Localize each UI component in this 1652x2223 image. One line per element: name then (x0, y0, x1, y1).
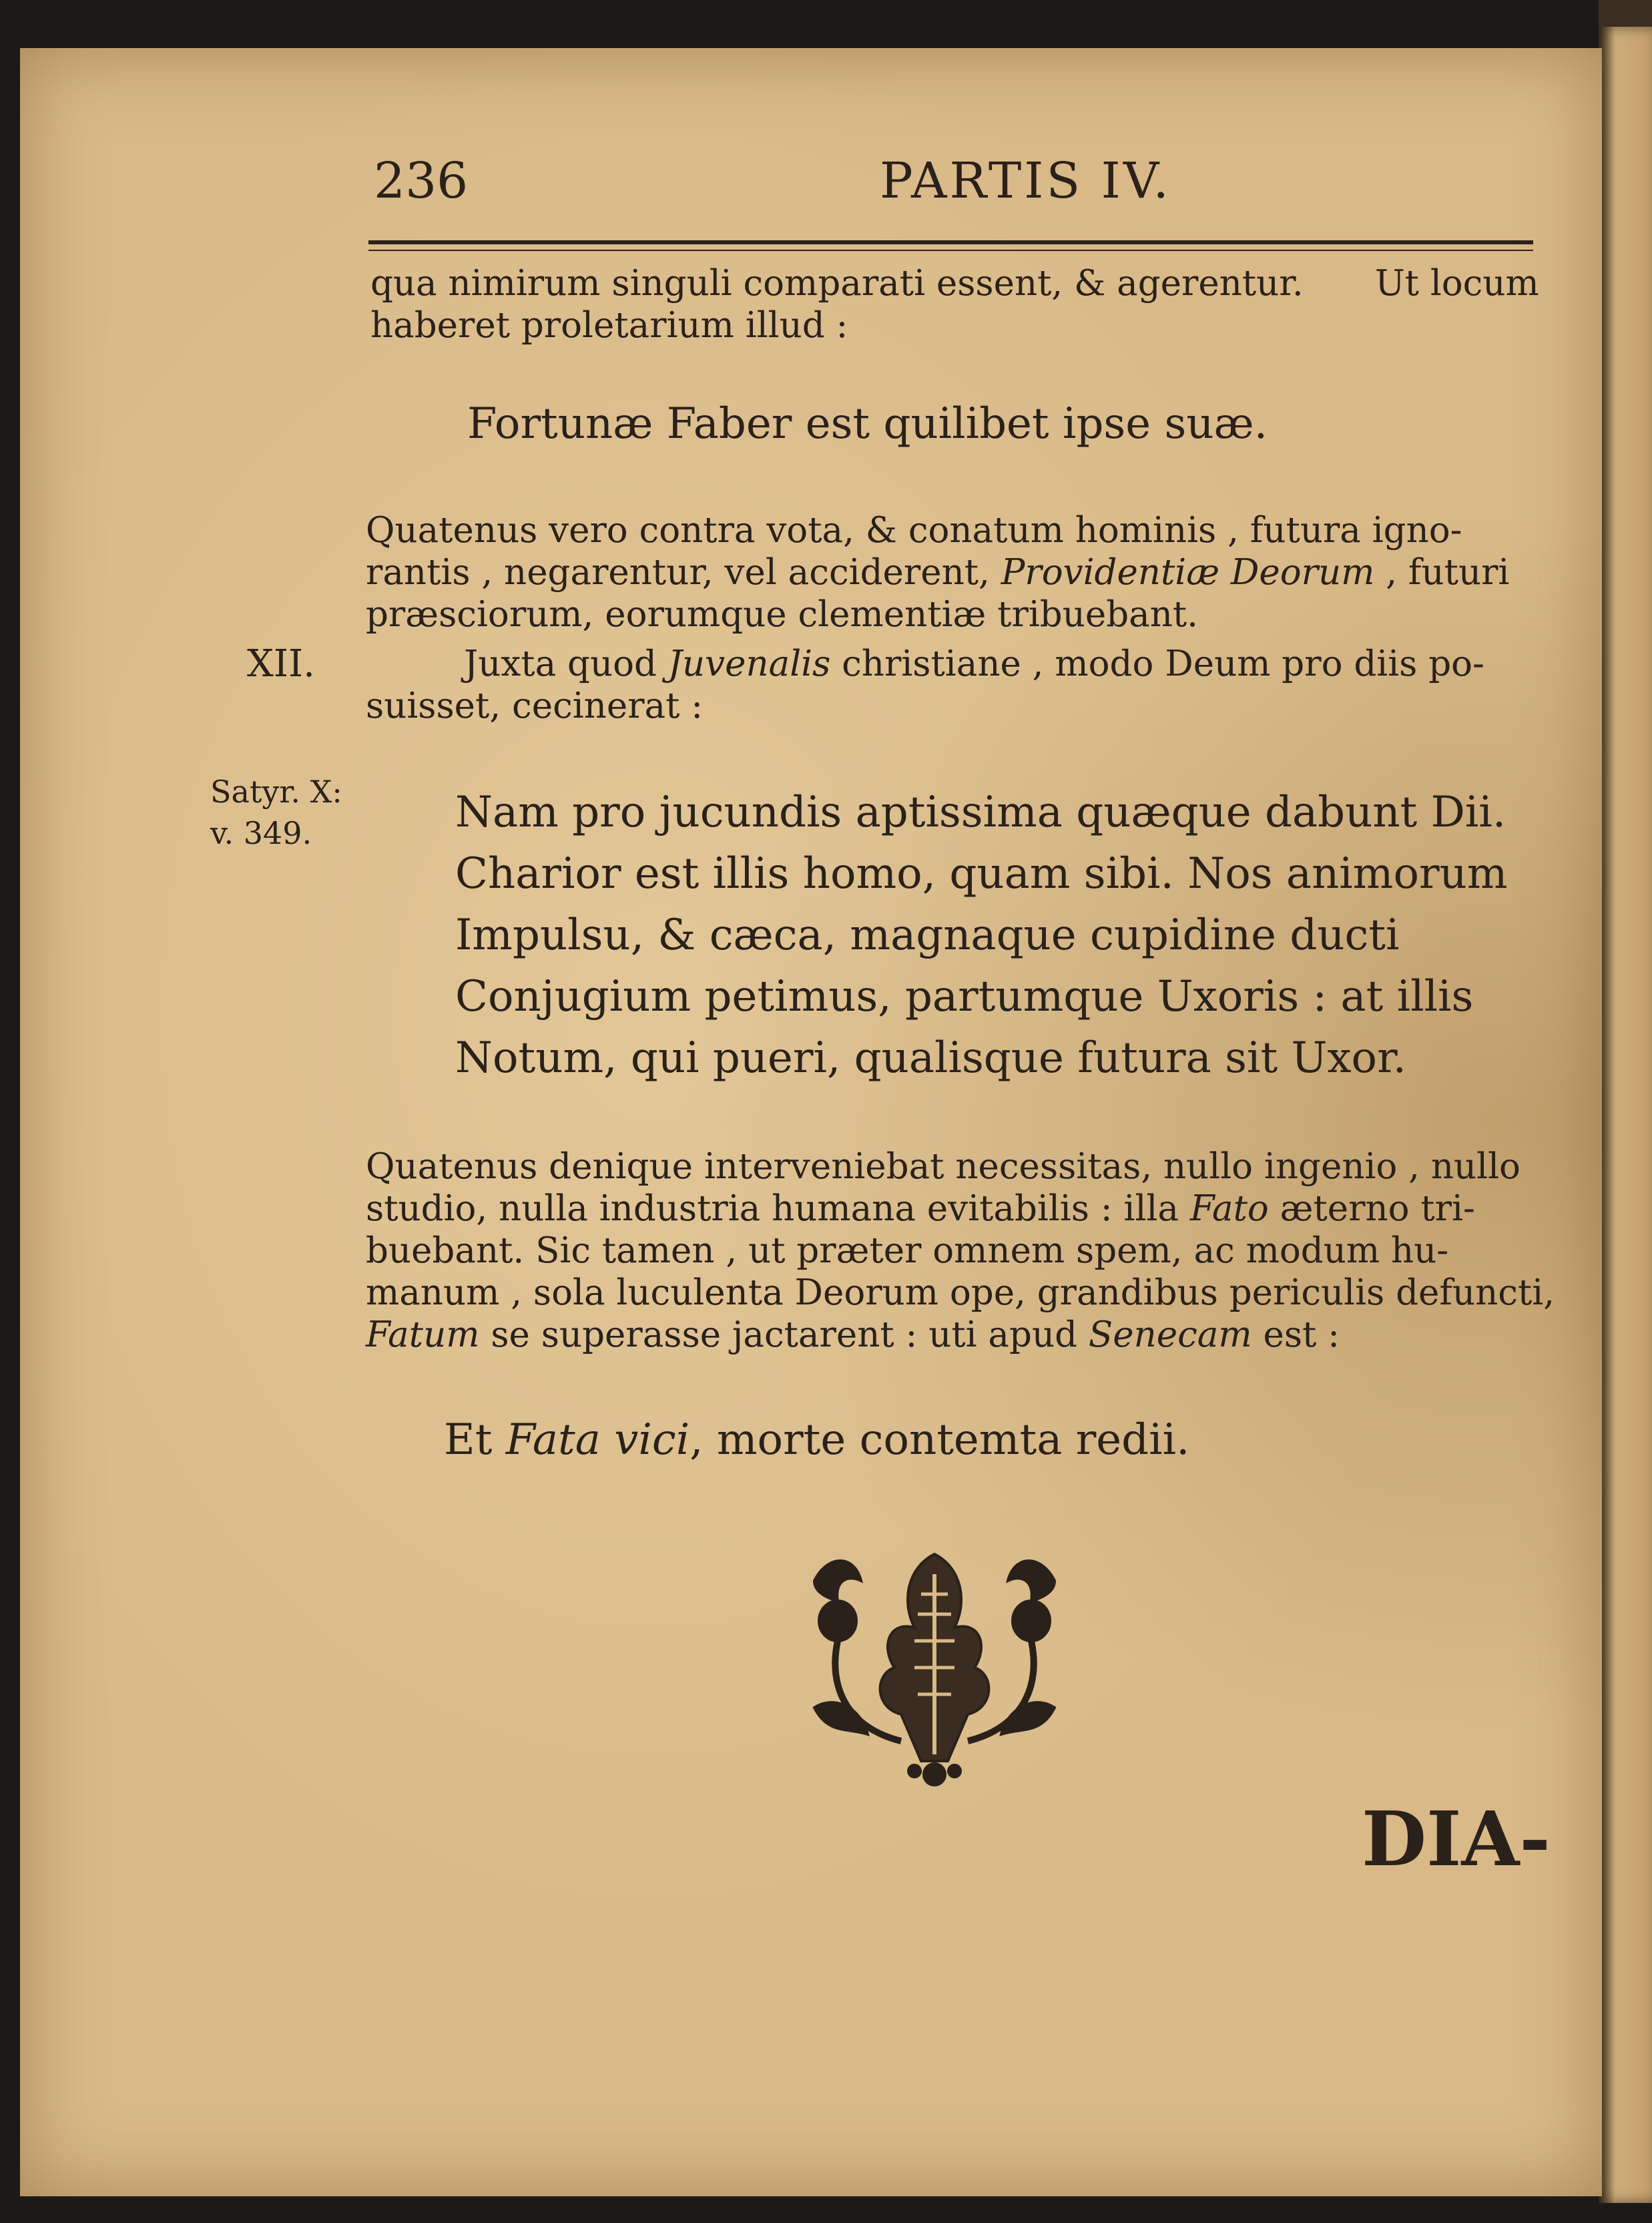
text-line (366, 1189, 1475, 1229)
text-line (366, 1315, 1340, 1355)
text-line: Ut locum (1375, 263, 1539, 304)
poem-line: Notum, qui pueri, qualisque futura sit Uxor. (455, 1033, 1406, 1083)
text-segment: christiane , modo Deum pro diis po- (842, 644, 1484, 684)
italic-segment: Fatum (366, 1314, 480, 1355)
text-segment: studio, nulla industria humana evitabilis : illa (366, 1188, 1179, 1229)
next-page-edge (1599, 27, 1652, 2203)
verse-line: Fortunæ Faber est quilibet ipse suæ. (467, 399, 1268, 449)
text-line: suisset, cecinerat : (366, 686, 704, 726)
text-segment: rantis , negarentur, vel acciderent, (366, 552, 990, 593)
text-line (464, 644, 1484, 684)
italic-segment: Senecam (1088, 1314, 1252, 1355)
catchword: DIA- (1362, 1796, 1551, 1883)
text-segment: Juxta quod (464, 644, 657, 684)
text-line: manum , sola luculenta Deorum ope, grandibus periculis defuncti, (366, 1272, 1555, 1313)
poem-line: Charior est illis homo, quam sibi. Nos animorum (455, 849, 1508, 899)
text-segment: se superasse jactarent : uti apud (491, 1314, 1078, 1355)
running-header: PARTIS IV. (880, 152, 1171, 210)
verse-line (444, 1415, 1189, 1465)
page-number: 236 (374, 152, 469, 210)
poem-line: Conjugium petimus, partumque Uxoris : at illis (455, 972, 1474, 1021)
margin-note: Satyr. X: (210, 774, 342, 810)
text-line (366, 553, 1509, 593)
text-line: qua nimirum singuli comparati essent, & agerentur. (370, 263, 1304, 304)
text-segment: est : (1263, 1314, 1340, 1355)
text-segment: , futuri (1386, 552, 1510, 593)
margin-note: v. 349. (210, 815, 312, 851)
text-line: haberet proletarium illud : (370, 305, 848, 346)
text-line: Quatenus denique interveniebat necessitas, nullo ingenio , nullo (366, 1146, 1521, 1187)
text-line: præsciorum, eorumque clementiæ tribuebant. (366, 594, 1199, 635)
poem-line: Impulsu, & cæca, magnaque cupidine ducti (455, 911, 1400, 960)
margin-section-number: XII. (247, 642, 315, 686)
header-rule (368, 240, 1533, 251)
italic-segment: Fata vici (505, 1415, 690, 1465)
floral-vignette-icon (788, 1541, 1081, 1794)
italic-segment: Fato (1189, 1188, 1269, 1229)
text-line: Quatenus vero contra vota, & conatum hominis , futura igno- (366, 510, 1462, 551)
italic-segment: Juvenalis (667, 644, 831, 684)
text-segment: Et (444, 1415, 493, 1465)
text-line: buebant. Sic tamen , ut præter omnem spem, ac modum hu- (366, 1230, 1449, 1271)
text-segment: , morte contemta redii. (690, 1415, 1190, 1465)
poem-line: Nam pro jucundis aptissima quæque dabunt Dii. (455, 788, 1506, 837)
italic-segment: Providentiæ Deorum (1001, 552, 1375, 593)
binding-shadow (1599, 0, 1652, 27)
text-segment: æterno tri- (1280, 1188, 1475, 1229)
